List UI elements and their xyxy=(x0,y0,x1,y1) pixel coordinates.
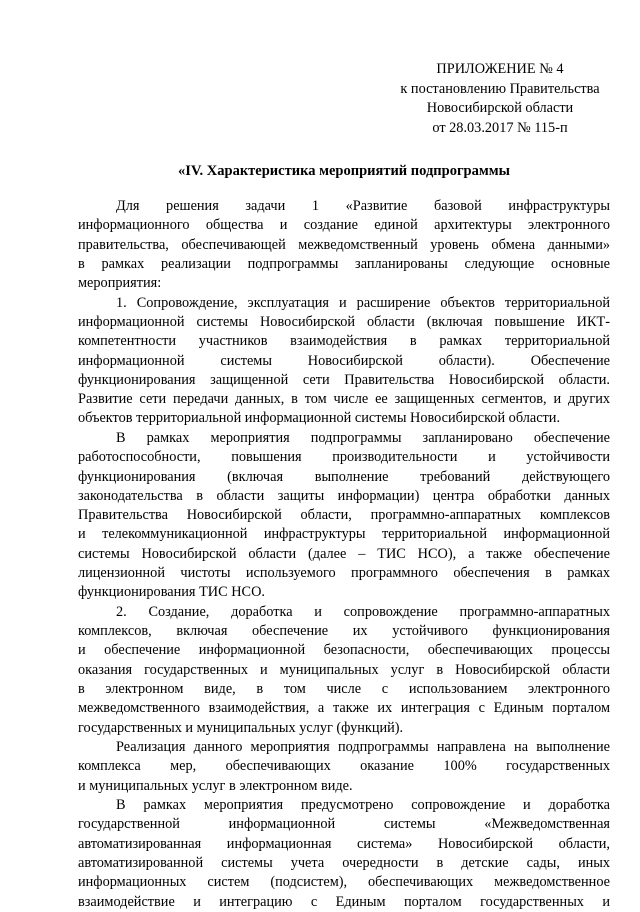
paragraph-line: компетентности участников взаимодействия в рамках территориальной xyxy=(78,333,610,350)
paragraph-line: оказания государственных и муниципальных услуг в Новосибирской области xyxy=(78,661,610,678)
paragraph-line: мероприятия: xyxy=(78,275,162,292)
paragraph-line: государственных и муниципальных услуг (функций). xyxy=(78,719,404,736)
paragraph xyxy=(78,429,610,603)
paragraph-line: В рамках мероприятия подпрограммы запланировано обеспечение xyxy=(116,429,610,446)
appendix-title: ПРИЛОЖЕНИЕ № 4 xyxy=(436,61,564,77)
paragraph-line: функционирования защищенной сети Правительства Новосибирской области. xyxy=(78,371,610,388)
appendix-line: Новосибирской области xyxy=(426,100,574,116)
appendix-date-number: от 28.03.2017 № 115-п xyxy=(432,119,568,136)
paragraph-line: автоматизированной системы учета очередности в детские сады, иных xyxy=(78,855,610,872)
paragraph-line: 1. Сопровождение, эксплуатация и расширение объектов территориальной xyxy=(116,294,610,311)
paragraph xyxy=(78,796,610,912)
paragraph-line: информационного общества и создание единой архитектуры электронного xyxy=(78,217,610,234)
paragraph-line: Развитие сети передачи данных, в том числе ее защищенных сегментов, и других xyxy=(78,391,610,408)
paragraph-line: лицензионной чистоты используемого программного обеспечения в рамках xyxy=(78,565,610,582)
paragraph-line: Реализация данного мероприятия подпрограммы направлена на выполнение xyxy=(116,739,610,756)
paragraph-line: правительства, обеспечивающей межведомственный уровень обмена данными» xyxy=(78,236,610,253)
paragraph-line: и телекоммуникационной инфраструктуры территориальной информационной xyxy=(78,526,610,543)
paragraph-line: информационных систем (подсистем), обеспечивающих межведомственное xyxy=(78,874,610,891)
paragraph-line: комплексов, включая обеспечение их устойчивого функционирования xyxy=(78,623,610,640)
paragraph xyxy=(78,738,610,796)
section-heading: «IV. Характеристика мероприятий подпрограммы xyxy=(178,163,510,179)
paragraph-line: функционирования ТИС НСО. xyxy=(78,584,265,601)
paragraph xyxy=(78,197,610,293)
paragraph-line: законодательства в области защиты информации) центра обработки данных xyxy=(78,487,610,504)
paragraph-line: и обеспечение информационной безопасности, обеспечивающих процессы xyxy=(78,642,610,659)
paragraph-line: комплекса мер, обеспечивающих оказание 100% государственных xyxy=(78,758,610,775)
paragraph-line: и муниципальных услуг в электронном виде. xyxy=(78,777,353,794)
paragraph-line: в рамках реализации подпрограммы запланированы следующие основные xyxy=(78,255,610,272)
paragraph-line: Для решения задачи 1 «Развитие базовой инфраструктуры xyxy=(116,198,610,214)
paragraph-line: информационной системы Новосибирской области). Обеспечение xyxy=(78,352,610,369)
paragraph-line: автоматизированная информационная система» Новосибирской области, xyxy=(78,835,610,852)
paragraph-line: в электронном виде, в том числе с использованием электронного xyxy=(78,680,610,697)
document-body xyxy=(78,197,610,912)
paragraph-line: работоспособности, повышения производительности и устойчивости xyxy=(78,449,610,466)
paragraph-line: информационной системы Новосибирской области (включая повышение ИКТ- xyxy=(78,313,610,330)
paragraph-line: государственной информационной системы «Межведомственная xyxy=(78,816,610,833)
appendix-line: к постановлению Правительства xyxy=(400,80,600,97)
paragraph-line: межведомственного взаимодействия, а также их интеграция с Единым порталом xyxy=(78,700,610,717)
paragraph-line: Правительства Новосибирской области, программно-аппаратных комплексов xyxy=(78,507,610,524)
paragraph-line: В рамках мероприятия предусмотрено сопровождение и доработка xyxy=(116,797,610,814)
paragraph-line: объектов территориальной информационной системы Новосибирской области. xyxy=(78,410,561,427)
paragraph-line: функционирования (включая выполнение требований действующего xyxy=(78,468,610,485)
paragraph-line: 2. Создание, доработка и сопровождение программно-аппаратных xyxy=(116,603,610,620)
appendix-header xyxy=(395,60,605,138)
paragraph-line: системы Новосибирской области (далее – ТИС НСО), а также обеспечение xyxy=(78,545,610,562)
paragraph-line: взаимодействие и интеграцию с Единым порталом государственных и xyxy=(78,893,610,910)
paragraph xyxy=(78,294,610,429)
paragraph xyxy=(78,603,610,738)
